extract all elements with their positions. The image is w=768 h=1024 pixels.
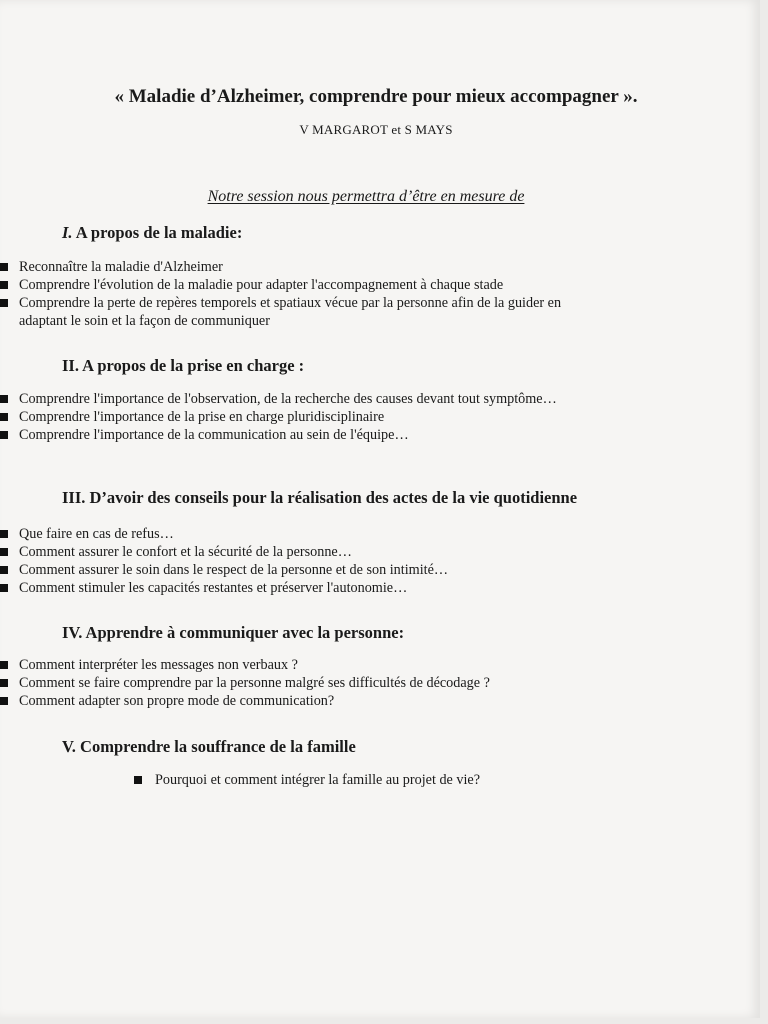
- section-1-list: [0, 258, 579, 330]
- square-bullet-icon: [0, 679, 8, 687]
- list-item: [134, 771, 655, 789]
- square-bullet-icon: [0, 548, 8, 556]
- list-item-text: Comment interpréter les messages non verbaux ?: [19, 657, 298, 673]
- square-bullet-icon: [0, 263, 8, 271]
- square-bullet-icon: [0, 566, 8, 574]
- section-number: IV.: [62, 623, 83, 642]
- section-heading-5: [62, 737, 356, 757]
- list-item-text: Reconnaître la maladie d'Alzheimer: [19, 259, 223, 275]
- list-item-text: Comprendre l'importance de la prise en charge pluridisciplinaire: [19, 409, 385, 425]
- list-item-text: Pourquoi et comment intégrer la famille au projet de vie?: [155, 772, 481, 788]
- list-item-text: Comment assurer le soin dans le respect de la personne et de son intimité…: [19, 562, 449, 578]
- section-heading-3: [62, 488, 577, 508]
- square-bullet-icon: [0, 281, 8, 289]
- section-heading-text: A propos de la maladie:: [72, 223, 243, 242]
- section-heading-4: [62, 623, 404, 643]
- list-item: [0, 674, 579, 692]
- section-3-list: [0, 525, 579, 597]
- list-item: [0, 390, 579, 408]
- list-item-text: Comprendre l'évolution de la maladie pour adapter l'accompagnement à chaque stade: [19, 277, 504, 293]
- document-title: « Maladie d’Alzheimer, comprendre pour mieux accompagner ».: [114, 86, 638, 107]
- document-authors: V MARGAROT et S MAYS: [299, 122, 453, 137]
- section-heading-text: Apprendre à communiquer avec la personne:: [82, 623, 405, 642]
- list-item: [0, 294, 579, 330]
- section-number: V.: [62, 737, 76, 756]
- square-bullet-icon: [0, 697, 8, 705]
- square-bullet-icon: [0, 431, 8, 439]
- list-item: [0, 656, 579, 674]
- list-item-text: Comment stimuler les capacités restantes et préserver l'autonomie…: [19, 580, 408, 596]
- list-item-text: Comment assurer le confort et la sécurité de la personne…: [19, 544, 352, 560]
- square-bullet-icon: [0, 395, 8, 403]
- list-item: [0, 426, 579, 444]
- section-heading-2: [62, 356, 304, 376]
- section-2-list: [0, 390, 579, 444]
- section-heading-text: D’avoir des conseils pour la réalisation des actes de la vie quotidienne: [85, 488, 578, 507]
- list-item: [0, 258, 579, 276]
- section-5-list: [134, 771, 655, 789]
- list-item: [0, 579, 579, 597]
- square-bullet-icon: [0, 661, 8, 669]
- list-item-text: Comprendre l'importance de la communication au sein de l'équipe…: [19, 427, 409, 443]
- section-number: II.: [62, 356, 79, 375]
- list-item: [0, 276, 579, 294]
- list-item: [0, 525, 579, 543]
- section-heading-1: [62, 223, 242, 243]
- section-number: III.: [62, 488, 86, 507]
- square-bullet-icon: [0, 299, 8, 307]
- list-item-text: Comprendre la perte de repères temporels et spatiaux vécue par la personne afin de la guider en adaptant le soin et la façon de communiquer: [19, 295, 562, 329]
- list-item: [0, 561, 579, 579]
- square-bullet-icon: [0, 413, 8, 421]
- list-item: [0, 543, 579, 561]
- section-number: I.: [62, 223, 73, 242]
- list-item-text: Comment se faire comprendre par la personne malgré ses difficultés de décodage ?: [19, 675, 490, 691]
- square-bullet-icon: [0, 530, 8, 538]
- list-item-text: Comprendre l'importance de l'observation, de la recherche des causes devant tout symptôme…: [19, 391, 557, 407]
- section-heading-text: A propos de la prise en charge :: [78, 356, 305, 375]
- section-heading-text: Comprendre la souffrance de la famille: [75, 737, 356, 756]
- square-bullet-icon: [0, 584, 8, 592]
- square-bullet-icon: [134, 776, 142, 784]
- session-intro: Notre session nous permettra d’être en mesure de: [207, 188, 525, 205]
- list-item-text: Que faire en cas de refus…: [19, 526, 174, 542]
- section-4-list: [0, 656, 579, 710]
- list-item-text: Comment adapter son propre mode de communication?: [19, 693, 335, 709]
- list-item: [0, 692, 579, 710]
- list-item: [0, 408, 579, 426]
